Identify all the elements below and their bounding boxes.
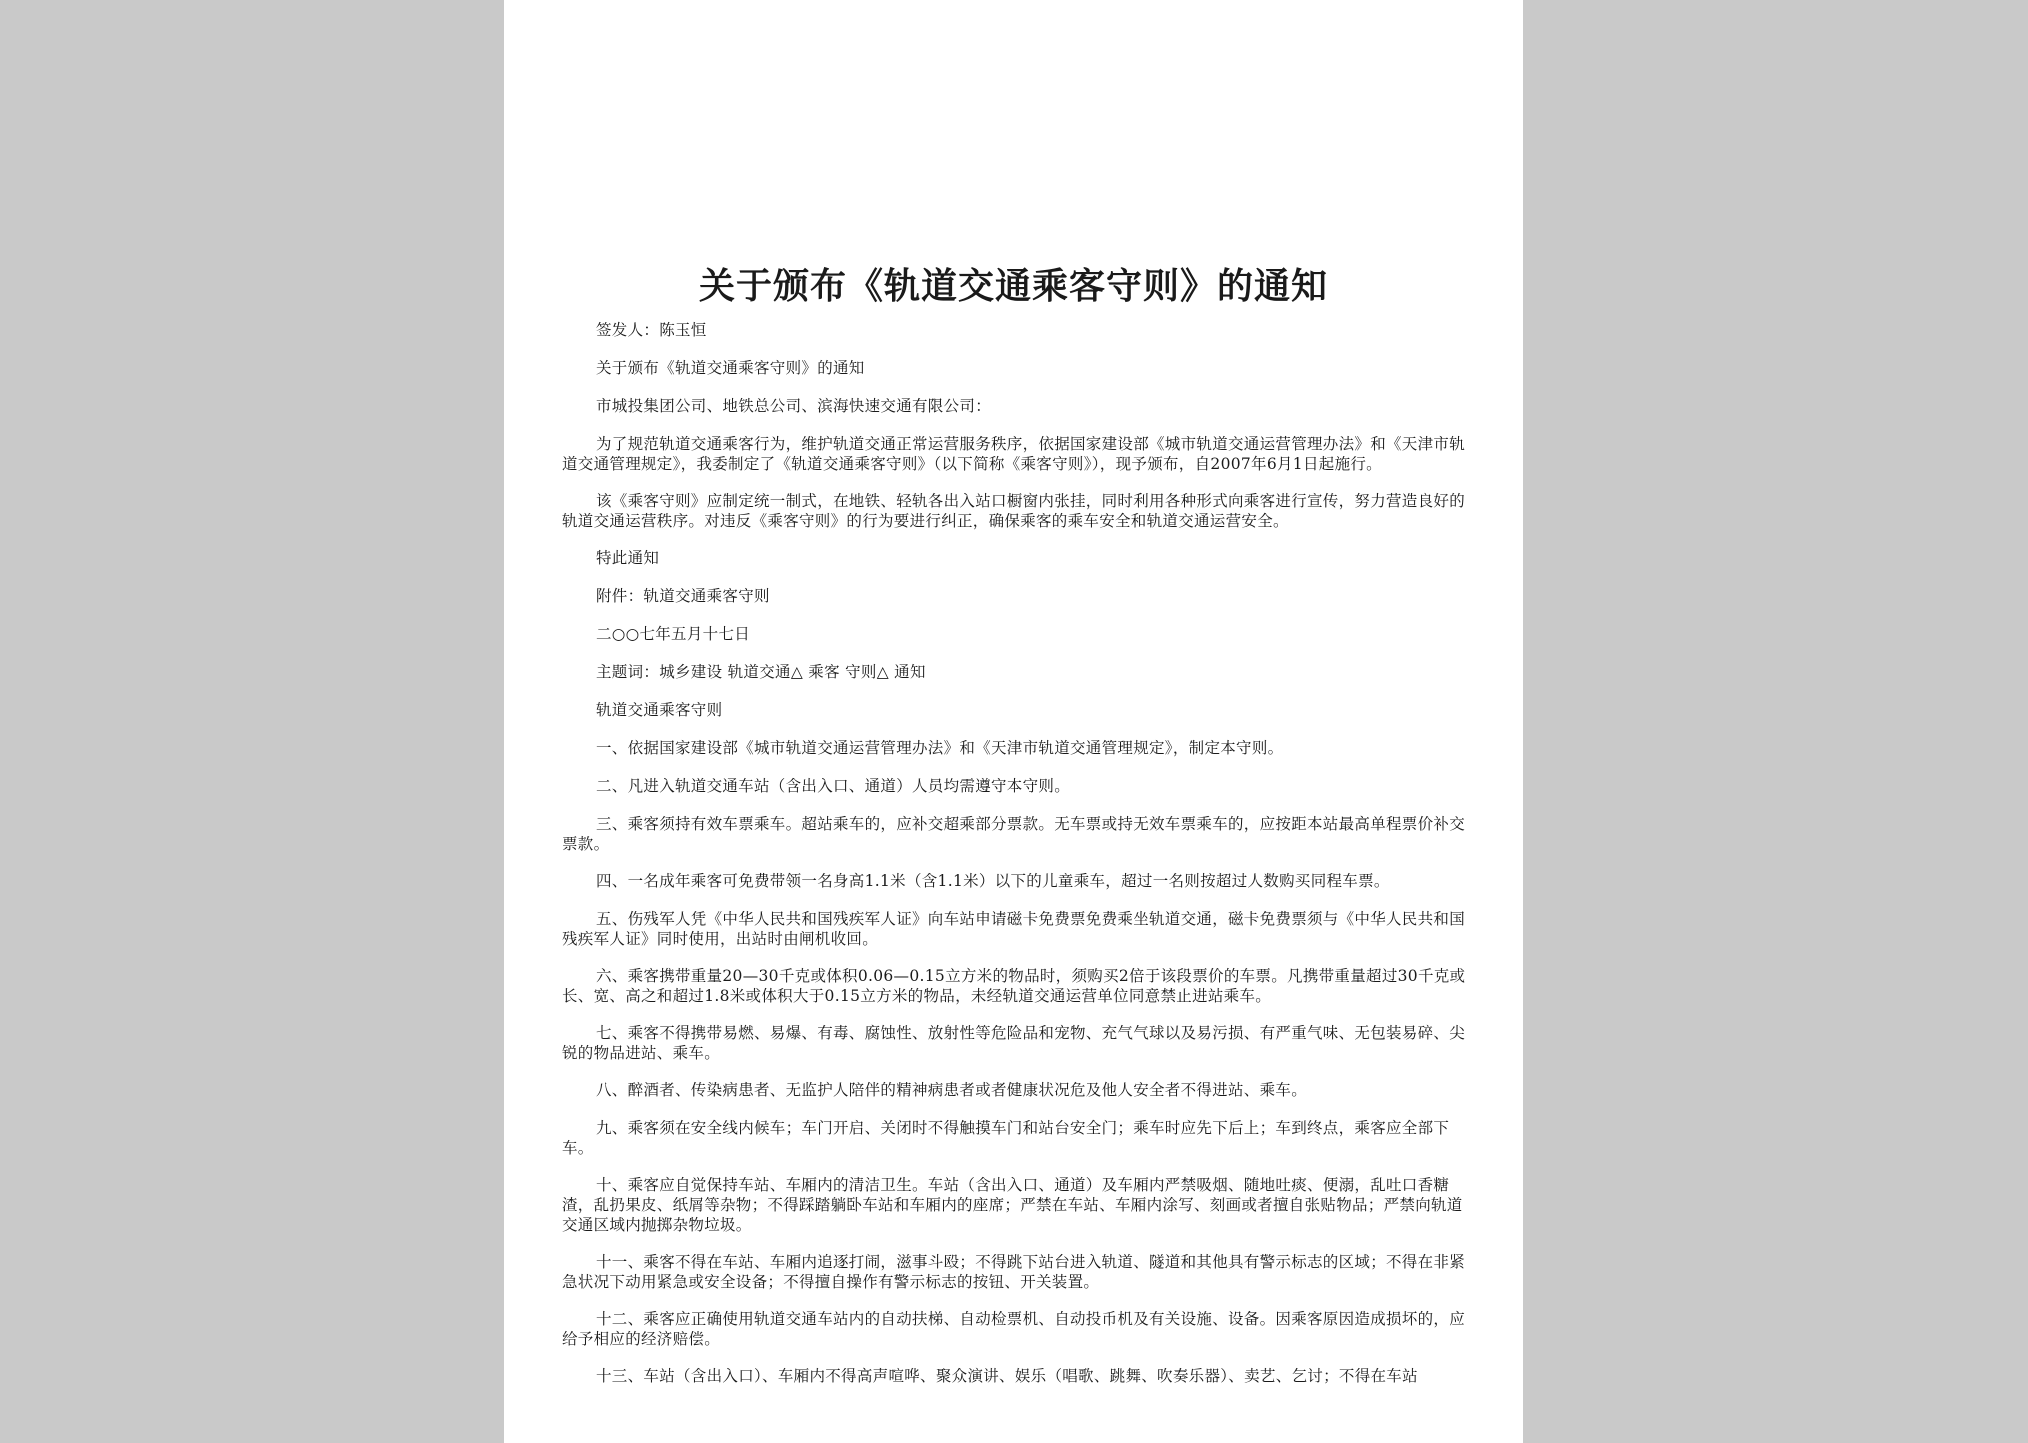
- notice-subtitle: 关于颁布《轨道交通乘客守则》的通知: [596, 359, 865, 377]
- paragraph: 为了规范轨道交通乘客行为，维护轨道交通正常运营服务秩序，依据国家建设部《城市轨道交通运营管理办法》和《天津市轨道交通管理规定》，我委制定了《轨道交通乘客守则》（以下简称《乘客守则》），现予颁布，自2007年6月1日起施行。: [562, 435, 1466, 473]
- rule-item: 九、乘客须在安全线内候车；车门开启、关闭时不得触摸车门和站台安全门；乘车时应先下后上；车到终点，乘客应全部下车。: [562, 1119, 1450, 1157]
- document-page: [504, 0, 1523, 1443]
- rule-item: 四、一名成年乘客可免费带领一名身高1.1米（含1.1米）以下的儿童乘车，超过一名则按超过人数购买同程车票。: [596, 872, 1390, 890]
- rule-item: 十、乘客应自觉保持车站、车厢内的清洁卫生。车站（含出入口、通道）及车厢内严禁吸烟、随地吐痰、便溺，乱吐口香糖渣，乱扔果皮、纸屑等杂物；不得踩踏躺卧车站和车厢内的座席；严禁在车站、车厢内涂写、刻画或者擅自张贴物品；严禁向轨道交通区域内抛掷杂物垃圾。: [562, 1176, 1463, 1234]
- rule-item: 八、醉酒者、传染病患者、无监护人陪伴的精神病患者或者健康状况危及他人安全者不得进站、乘车。: [596, 1081, 1308, 1099]
- rule-item: 一、依据国家建设部《城市轨道交通运营管理办法》和《天津市轨道交通管理规定》，制定本守则。: [596, 739, 1284, 757]
- attachment-line: 附件：轨道交通乘客守则: [596, 587, 770, 605]
- rule-item: 二、凡进入轨道交通车站（含出入口、通道）人员均需遵守本守则。: [596, 777, 1071, 795]
- document-body: [562, 320, 1472, 1404]
- date-line: 二○○七年五月十七日: [596, 625, 751, 643]
- recipients-line: 市城投集团公司、地铁总公司、滨海快速交通有限公司：: [596, 397, 992, 415]
- rule-item: 三、乘客须持有效车票乘车。超站乘车的，应补交超乘部分票款。无车票或持无效车票乘车的，应按距本站最高单程票价补交票款。: [562, 815, 1466, 853]
- keywords-line: 主题词：城乡建设 轨道交通△ 乘客 守则△ 通知: [596, 663, 926, 681]
- rule-item: 六、乘客携带重量20—30千克或体积0.06—0.15立方米的物品时，须购买2倍于该段票价的车票。凡携带重量超过30千克或长、宽、高之和超过1.8米或体积大于0.15立方米的物品，未经轨道交通运营单位同意禁止进站乘车。: [562, 967, 1466, 1005]
- paragraph: 该《乘客守则》应制定统一制式，在地铁、轻轨各出入站口橱窗内张挂，同时利用各种形式向乘客进行宣传，努力营造良好的轨道交通运营秩序。对违反《乘客守则》的行为要进行纠正，确保乘客的乘车安全和轨道交通运营安全。: [562, 492, 1466, 530]
- notice-closing: 特此通知: [596, 549, 660, 567]
- rule-item: 十三、车站（含出入口）、车厢内不得高声喧哗、聚众演讲、娱乐（唱歌、跳舞、吹奏乐器）、卖艺、乞讨；不得在车站: [596, 1367, 1418, 1385]
- rule-item: 五、伤残军人凭《中华人民共和国残疾军人证》向车站申请磁卡免费票免费乘坐轨道交通，磁卡免费票须与《中华人民共和国残疾军人证》同时使用，出站时由闸机收回。: [562, 910, 1466, 948]
- attachment-title: 轨道交通乘客守则: [596, 701, 723, 719]
- issuer-line: 签发人：陈玉恒: [596, 321, 707, 339]
- rule-item: 十一、乘客不得在车站、车厢内追逐打闹，滋事斗殴；不得跳下站台进入轨道、隧道和其他具有警示标志的区域；不得在非紧急状况下动用紧急或安全设备；不得擅自操作有警示标志的按钮、开关装置。: [562, 1253, 1466, 1291]
- rule-item: 七、乘客不得携带易燃、易爆、有毒、腐蚀性、放射性等危险品和宠物、充气气球以及易污损、有严重气味、无包装易碎、尖锐的物品进站、乘车。: [562, 1024, 1466, 1062]
- document-title: 关于颁布《轨道交通乘客守则》的通知: [698, 265, 1328, 307]
- rule-item: 十二、乘客应正确使用轨道交通车站内的自动扶梯、自动检票机、自动投币机及有关设施、设备。因乘客原因造成损坏的，应给予相应的经济赔偿。: [562, 1310, 1466, 1348]
